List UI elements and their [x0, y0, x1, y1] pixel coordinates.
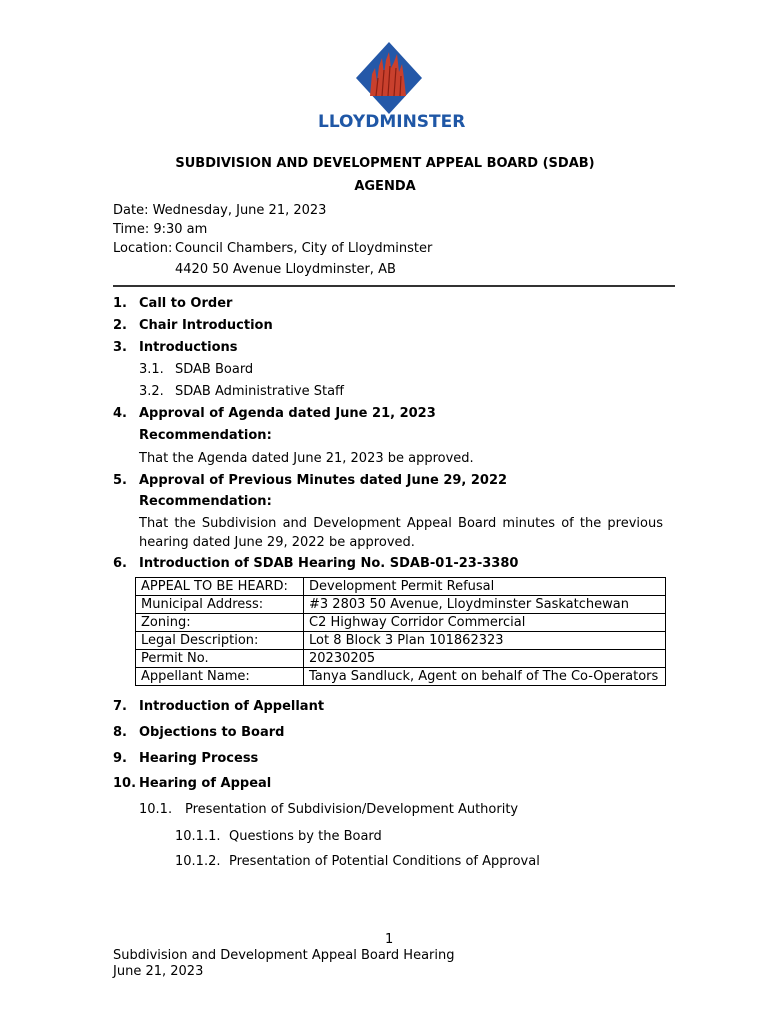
page-number: 1: [385, 932, 394, 947]
meeting-location-line2: 4420 50 Avenue Lloydminster, AB: [175, 262, 396, 277]
row-value: C2 Highway Corridor Commercial: [304, 614, 666, 632]
row-label: APPEAL TO BE HEARD:: [136, 578, 304, 596]
agenda-item-title: Objections to Board: [139, 725, 285, 740]
sub-item-number: 3.2.: [139, 384, 164, 399]
section-divider: [113, 285, 675, 287]
agenda-item-number: 2.: [113, 318, 127, 333]
sub-item-text: SDAB Board: [175, 362, 254, 377]
row-value: Tanya Sandluck, Agent on behalf of The Co-Operators: [304, 668, 666, 686]
document-title: SUBDIVISION AND DEVELOPMENT APPEAL BOARD (SDAB): [175, 156, 595, 171]
table-row: [136, 632, 666, 650]
agenda-item-number: 8.: [113, 725, 127, 740]
sub-sub-item-number: 10.1.1.: [175, 829, 221, 844]
row-value: Lot 8 Block 3 Plan 101862323: [304, 632, 666, 650]
sub-item-number: 3.1.: [139, 362, 164, 377]
meeting-date: Date: Wednesday, June 21, 2023: [113, 203, 327, 218]
table-row: [136, 614, 666, 632]
agenda-item-title: Call to Order: [139, 296, 233, 311]
agenda-item-title: Approval of Agenda dated June 21, 2023: [139, 406, 436, 421]
row-label: Municipal Address:: [136, 596, 304, 614]
table-row: [136, 596, 666, 614]
sub-sub-item-text: Presentation of Potential Conditions of Approval: [229, 854, 540, 869]
sub-item-number: 10.1.: [139, 802, 173, 817]
logo-wordmark: LLOYDMINSTER: [318, 112, 466, 132]
row-value: Development Permit Refusal: [304, 578, 666, 596]
lloydminster-logo-icon: [318, 38, 460, 116]
row-label: Permit No.: [136, 650, 304, 668]
row-label: Appellant Name:: [136, 668, 304, 686]
footer-title: Subdivision and Development Appeal Board Hearing: [113, 948, 455, 963]
agenda-item-number: 6.: [113, 556, 127, 571]
table-row: [136, 578, 666, 596]
sub-sub-item-text: Questions by the Board: [229, 829, 382, 844]
row-label: Legal Description:: [136, 632, 304, 650]
agenda-item-title: Chair Introduction: [139, 318, 273, 333]
agenda-item-title: Introduction of SDAB Hearing No. SDAB-01-23-3380: [139, 556, 519, 571]
recommendation-label: Recommendation:: [139, 428, 272, 443]
sub-item-text: SDAB Administrative Staff: [175, 384, 345, 399]
recommendation-text: That the Subdivision and Development Appeal Board minutes of the previous: [139, 516, 663, 531]
agenda-item-number: 5.: [113, 473, 127, 488]
agenda-item-title: Hearing Process: [139, 751, 259, 766]
agenda-item-title: Introduction of Appellant: [139, 699, 325, 714]
meeting-time: Time: 9:30 am: [113, 222, 208, 237]
meeting-location-line1: Council Chambers, City of Lloydminster: [175, 241, 433, 256]
recommendation-label: Recommendation:: [139, 494, 272, 509]
agenda-item-number: 3.: [113, 340, 127, 355]
agenda-item-number: 9.: [113, 751, 127, 766]
row-label: Zoning:: [136, 614, 304, 632]
sub-item-text: Presentation of Subdivision/Development Authority: [185, 802, 519, 817]
agenda-item-number: 4.: [113, 406, 127, 421]
table-row: [136, 668, 666, 686]
sub-sub-item-number: 10.1.2.: [175, 854, 221, 869]
agenda-item-title: Hearing of Appeal: [139, 776, 272, 791]
row-value: #3 2803 50 Avenue, Lloydminster Saskatchewan: [304, 596, 666, 614]
document-subtitle: AGENDA: [354, 179, 416, 194]
agenda-item-title: Introductions: [139, 340, 238, 355]
city-logo: [318, 38, 466, 134]
agenda-item-number: 7.: [113, 699, 127, 714]
table-row: [136, 650, 666, 668]
recommendation-text-cont: hearing dated June 29, 2022 be approved.: [139, 535, 415, 550]
footer-date: June 21, 2023: [113, 964, 204, 979]
recommendation-text: That the Agenda dated June 21, 2023 be approved.: [139, 451, 474, 466]
row-value: 20230205: [304, 650, 666, 668]
agenda-item-number: 10.: [113, 776, 137, 791]
meeting-location-label: Location:: [113, 241, 173, 256]
agenda-item-title: Approval of Previous Minutes dated June 29, 2022: [139, 473, 508, 488]
hearing-details-table: [135, 577, 666, 686]
agenda-item-number: 1.: [113, 296, 127, 311]
